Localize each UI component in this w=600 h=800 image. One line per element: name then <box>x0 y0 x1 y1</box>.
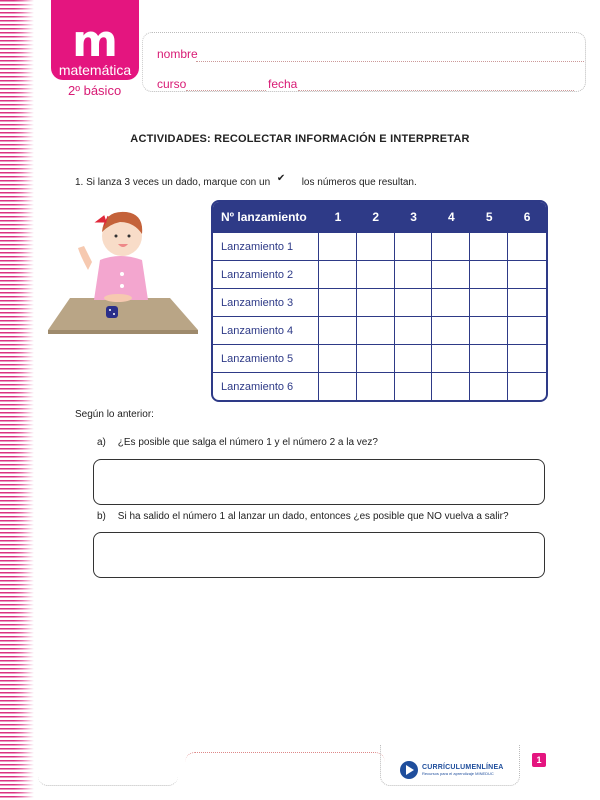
table-row <box>213 260 546 288</box>
course-field[interactable] <box>186 90 266 91</box>
header-launch-number: Nº lanzamiento <box>213 202 319 232</box>
cell[interactable] <box>357 316 395 344</box>
cell[interactable] <box>470 232 508 260</box>
cell[interactable] <box>508 260 546 288</box>
table-row <box>213 316 546 344</box>
cell[interactable] <box>432 316 470 344</box>
row-label: Lanzamiento 1 <box>213 232 319 260</box>
decorative-margin <box>0 0 34 800</box>
header-frame <box>142 32 586 92</box>
brand-name: CURRÍCULUMENLÍNEA <box>422 764 504 771</box>
cell[interactable] <box>395 260 433 288</box>
header-col-2: 2 <box>357 202 395 232</box>
row-label: Lanzamiento 6 <box>213 372 319 400</box>
name-label: nombre <box>157 47 198 61</box>
play-logo-icon <box>400 761 418 779</box>
cell[interactable] <box>319 260 357 288</box>
footer-frame <box>185 752 385 793</box>
cell[interactable] <box>319 232 357 260</box>
question-b <box>97 511 509 522</box>
brand-tagline: Recursos para el aprendizaje MINEDUC <box>422 771 494 776</box>
answer-box-a[interactable] <box>93 459 545 505</box>
question-letter: b) <box>97 511 106 522</box>
logo-letter: m <box>72 16 118 67</box>
question-a <box>97 437 378 448</box>
question-1 <box>75 173 417 188</box>
cell[interactable] <box>432 288 470 316</box>
header-col-4: 4 <box>432 202 470 232</box>
question-1-prefix: 1. Si lanza 3 veces un dado, marque con un <box>75 177 271 188</box>
date-label: fecha <box>268 77 298 91</box>
cell[interactable] <box>319 288 357 316</box>
section-label: Según lo anterior: <box>75 409 154 420</box>
cell[interactable] <box>470 316 508 344</box>
cell[interactable] <box>319 344 357 372</box>
grade-label: 2º básico <box>68 83 122 98</box>
cell[interactable] <box>432 232 470 260</box>
cell[interactable] <box>432 344 470 372</box>
cell[interactable] <box>357 372 395 400</box>
cell[interactable] <box>395 232 433 260</box>
cell[interactable] <box>508 372 546 400</box>
table-row <box>213 288 546 316</box>
answer-box-b[interactable] <box>93 532 545 578</box>
table-row <box>213 372 546 400</box>
cell[interactable] <box>470 372 508 400</box>
page-number: 1 <box>532 753 546 767</box>
cell[interactable] <box>395 316 433 344</box>
dice-results-table <box>211 200 548 402</box>
table-row <box>213 232 546 260</box>
page-title: ACTIVIDADES: RECOLECTAR INFORMACIÓN E INTERPRETAR <box>130 133 470 145</box>
question-letter: a) <box>97 437 106 448</box>
curriculum-brand <box>400 758 504 782</box>
row-label: Lanzamiento 3 <box>213 288 319 316</box>
header-col-5: 5 <box>470 202 508 232</box>
cell[interactable] <box>432 260 470 288</box>
cell[interactable] <box>508 344 546 372</box>
cell[interactable] <box>432 372 470 400</box>
cell[interactable] <box>470 288 508 316</box>
cell[interactable] <box>470 260 508 288</box>
row-label: Lanzamiento 4 <box>213 316 319 344</box>
cell[interactable] <box>319 372 357 400</box>
cell[interactable] <box>508 288 546 316</box>
cell[interactable] <box>357 288 395 316</box>
cell[interactable] <box>508 232 546 260</box>
header-col-3: 3 <box>395 202 433 232</box>
row-label: Lanzamiento 2 <box>213 260 319 288</box>
question-1-suffix: los números que resultan. <box>301 177 417 188</box>
table-header-row <box>213 202 546 232</box>
header-col-6: 6 <box>508 202 546 232</box>
cell[interactable] <box>395 344 433 372</box>
cell[interactable] <box>395 288 433 316</box>
cell[interactable] <box>395 372 433 400</box>
course-label: curso <box>157 77 187 91</box>
subject-logo <box>51 0 139 80</box>
question-text: Si ha salido el número 1 al lanzar un dado, entonces ¿es posible que NO vuelva a salir? <box>117 511 509 522</box>
cell[interactable] <box>357 344 395 372</box>
name-field[interactable] <box>196 61 584 62</box>
subject-name: matemática <box>58 62 132 78</box>
cell[interactable] <box>357 232 395 260</box>
table-row <box>213 344 546 372</box>
cell[interactable] <box>508 316 546 344</box>
cell[interactable] <box>319 316 357 344</box>
check-icon: ✔ <box>276 173 286 184</box>
question-text: ¿Es posible que salga el número 1 y el número 2 a la vez? <box>117 437 378 448</box>
girl-with-dice-illustration <box>30 200 205 340</box>
row-label: Lanzamiento 5 <box>213 344 319 372</box>
footer-frame <box>38 745 178 786</box>
date-field[interactable] <box>298 90 574 91</box>
header-col-1: 1 <box>319 202 357 232</box>
cell[interactable] <box>470 344 508 372</box>
cell[interactable] <box>357 260 395 288</box>
